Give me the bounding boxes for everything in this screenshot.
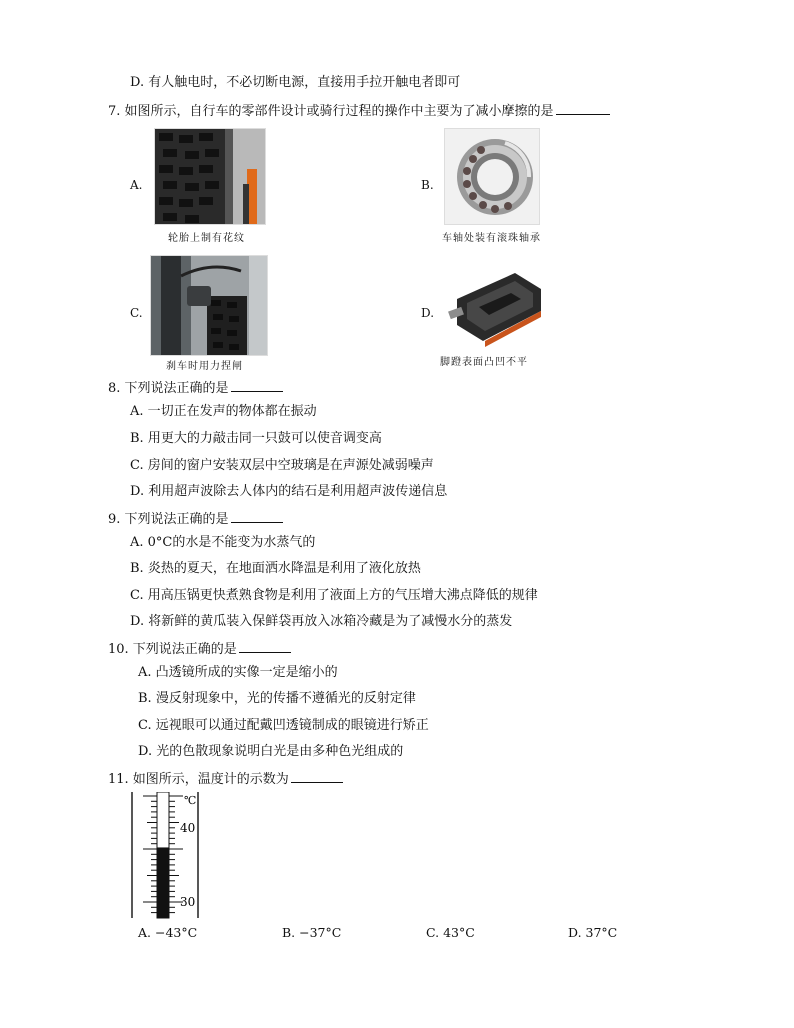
q7-option-a-caption: 轮胎上制有花纹 bbox=[168, 233, 245, 244]
tire-tread-photo bbox=[154, 128, 266, 225]
tire-tread-image bbox=[155, 129, 265, 224]
q10-option-b: B. 漫反射现象中，光的传播不遵循光的反射定律 bbox=[138, 691, 416, 706]
thermometer-scale bbox=[128, 792, 208, 920]
ball-bearing-image bbox=[445, 129, 539, 224]
pedal-image bbox=[445, 259, 545, 349]
q11-stem-text: 11. 如图所示，温度计的示数为 bbox=[108, 772, 289, 787]
thermometer-liquid bbox=[157, 847, 169, 918]
q7-option-c-label: C. bbox=[130, 306, 143, 320]
answer-blank bbox=[556, 102, 610, 115]
q11-answer-b: B. −37°C bbox=[282, 925, 342, 940]
q10-option-a: A. 凸透镜所成的实像一定是缩小的 bbox=[138, 665, 338, 680]
q8-option-c: C. 房间的窗户安装双层中空玻璃是在声源处减弱噪声 bbox=[130, 458, 434, 473]
q9-option-b: B. 炎热的夏天，在地面洒水降温是利用了液化放热 bbox=[130, 561, 421, 576]
q10-stem bbox=[108, 640, 291, 659]
thermometer-label-30: 30 bbox=[180, 895, 196, 909]
q9-stem bbox=[108, 510, 283, 529]
q7-option-d-caption: 脚蹬表面凸凹不平 bbox=[440, 357, 528, 368]
thermometer-unit: ℃ bbox=[184, 794, 197, 807]
q8-option-a: A. 一切正在发声的物体都在振动 bbox=[130, 404, 317, 419]
pedal-photo bbox=[444, 258, 546, 350]
q11-answer-a: A. −43°C bbox=[138, 925, 198, 940]
q7-option-d-label: D. bbox=[421, 306, 435, 320]
q10-option-c: C. 远视眼可以通过配戴凹透镜制成的眼镜进行矫正 bbox=[138, 718, 429, 733]
q7-option-a-label: A. bbox=[130, 178, 143, 192]
ball-bearing-photo bbox=[444, 128, 540, 225]
q8-option-d: D. 利用超声波除去人体内的结石是利用超声波传递信息 bbox=[130, 484, 448, 499]
q8-stem bbox=[108, 379, 283, 398]
q7-option-b-caption: 车轴处装有滚珠轴承 bbox=[442, 233, 541, 244]
q7-stem-text: 7. 如图所示，自行车的零部件设计或骑行过程的操作中主要为了减小摩擦的是 bbox=[108, 104, 554, 119]
q7-stem bbox=[108, 102, 610, 121]
q9-option-d: D. 将新鲜的黄瓜装入保鲜袋再放入冰箱冷藏是为了减慢水分的蒸发 bbox=[130, 614, 513, 629]
q7-option-c-caption: 刹车时用力捏闸 bbox=[166, 361, 243, 372]
answer-blank bbox=[231, 379, 283, 392]
q8-stem-text: 8. 下列说法正确的是 bbox=[108, 381, 229, 396]
answer-blank bbox=[231, 510, 283, 523]
q11-answer-d: D. 37°C bbox=[568, 925, 618, 940]
q9-option-a: A. 0°C的水是不能变为水蒸气的 bbox=[130, 535, 316, 550]
q10-option-d: D. 光的色散现象说明白光是由多种色光组成的 bbox=[138, 744, 404, 759]
q8-option-b: B. 用更大的力敲击同一只鼓可以使音调变高 bbox=[130, 431, 382, 446]
thermometer bbox=[128, 792, 208, 920]
q6-option-d: D. 有人触电时，不必切断电源，直接用手拉开触电者即可 bbox=[130, 75, 461, 90]
brake-photo bbox=[150, 255, 268, 356]
answer-blank bbox=[239, 640, 291, 653]
brake-image bbox=[151, 256, 267, 355]
q11-stem bbox=[108, 770, 343, 789]
q11-answer-c: C. 43°C bbox=[426, 925, 475, 940]
q7-option-b-label: B. bbox=[421, 178, 434, 192]
q10-stem-text: 10. 下列说法正确的是 bbox=[108, 642, 237, 657]
thermometer-label-40: 40 bbox=[180, 821, 196, 835]
q9-option-c: C. 用高压锅更快煮熟食物是利用了液面上方的气压增大沸点降低的规律 bbox=[130, 588, 538, 603]
answer-blank bbox=[291, 770, 343, 783]
q9-stem-text: 9. 下列说法正确的是 bbox=[108, 512, 229, 527]
